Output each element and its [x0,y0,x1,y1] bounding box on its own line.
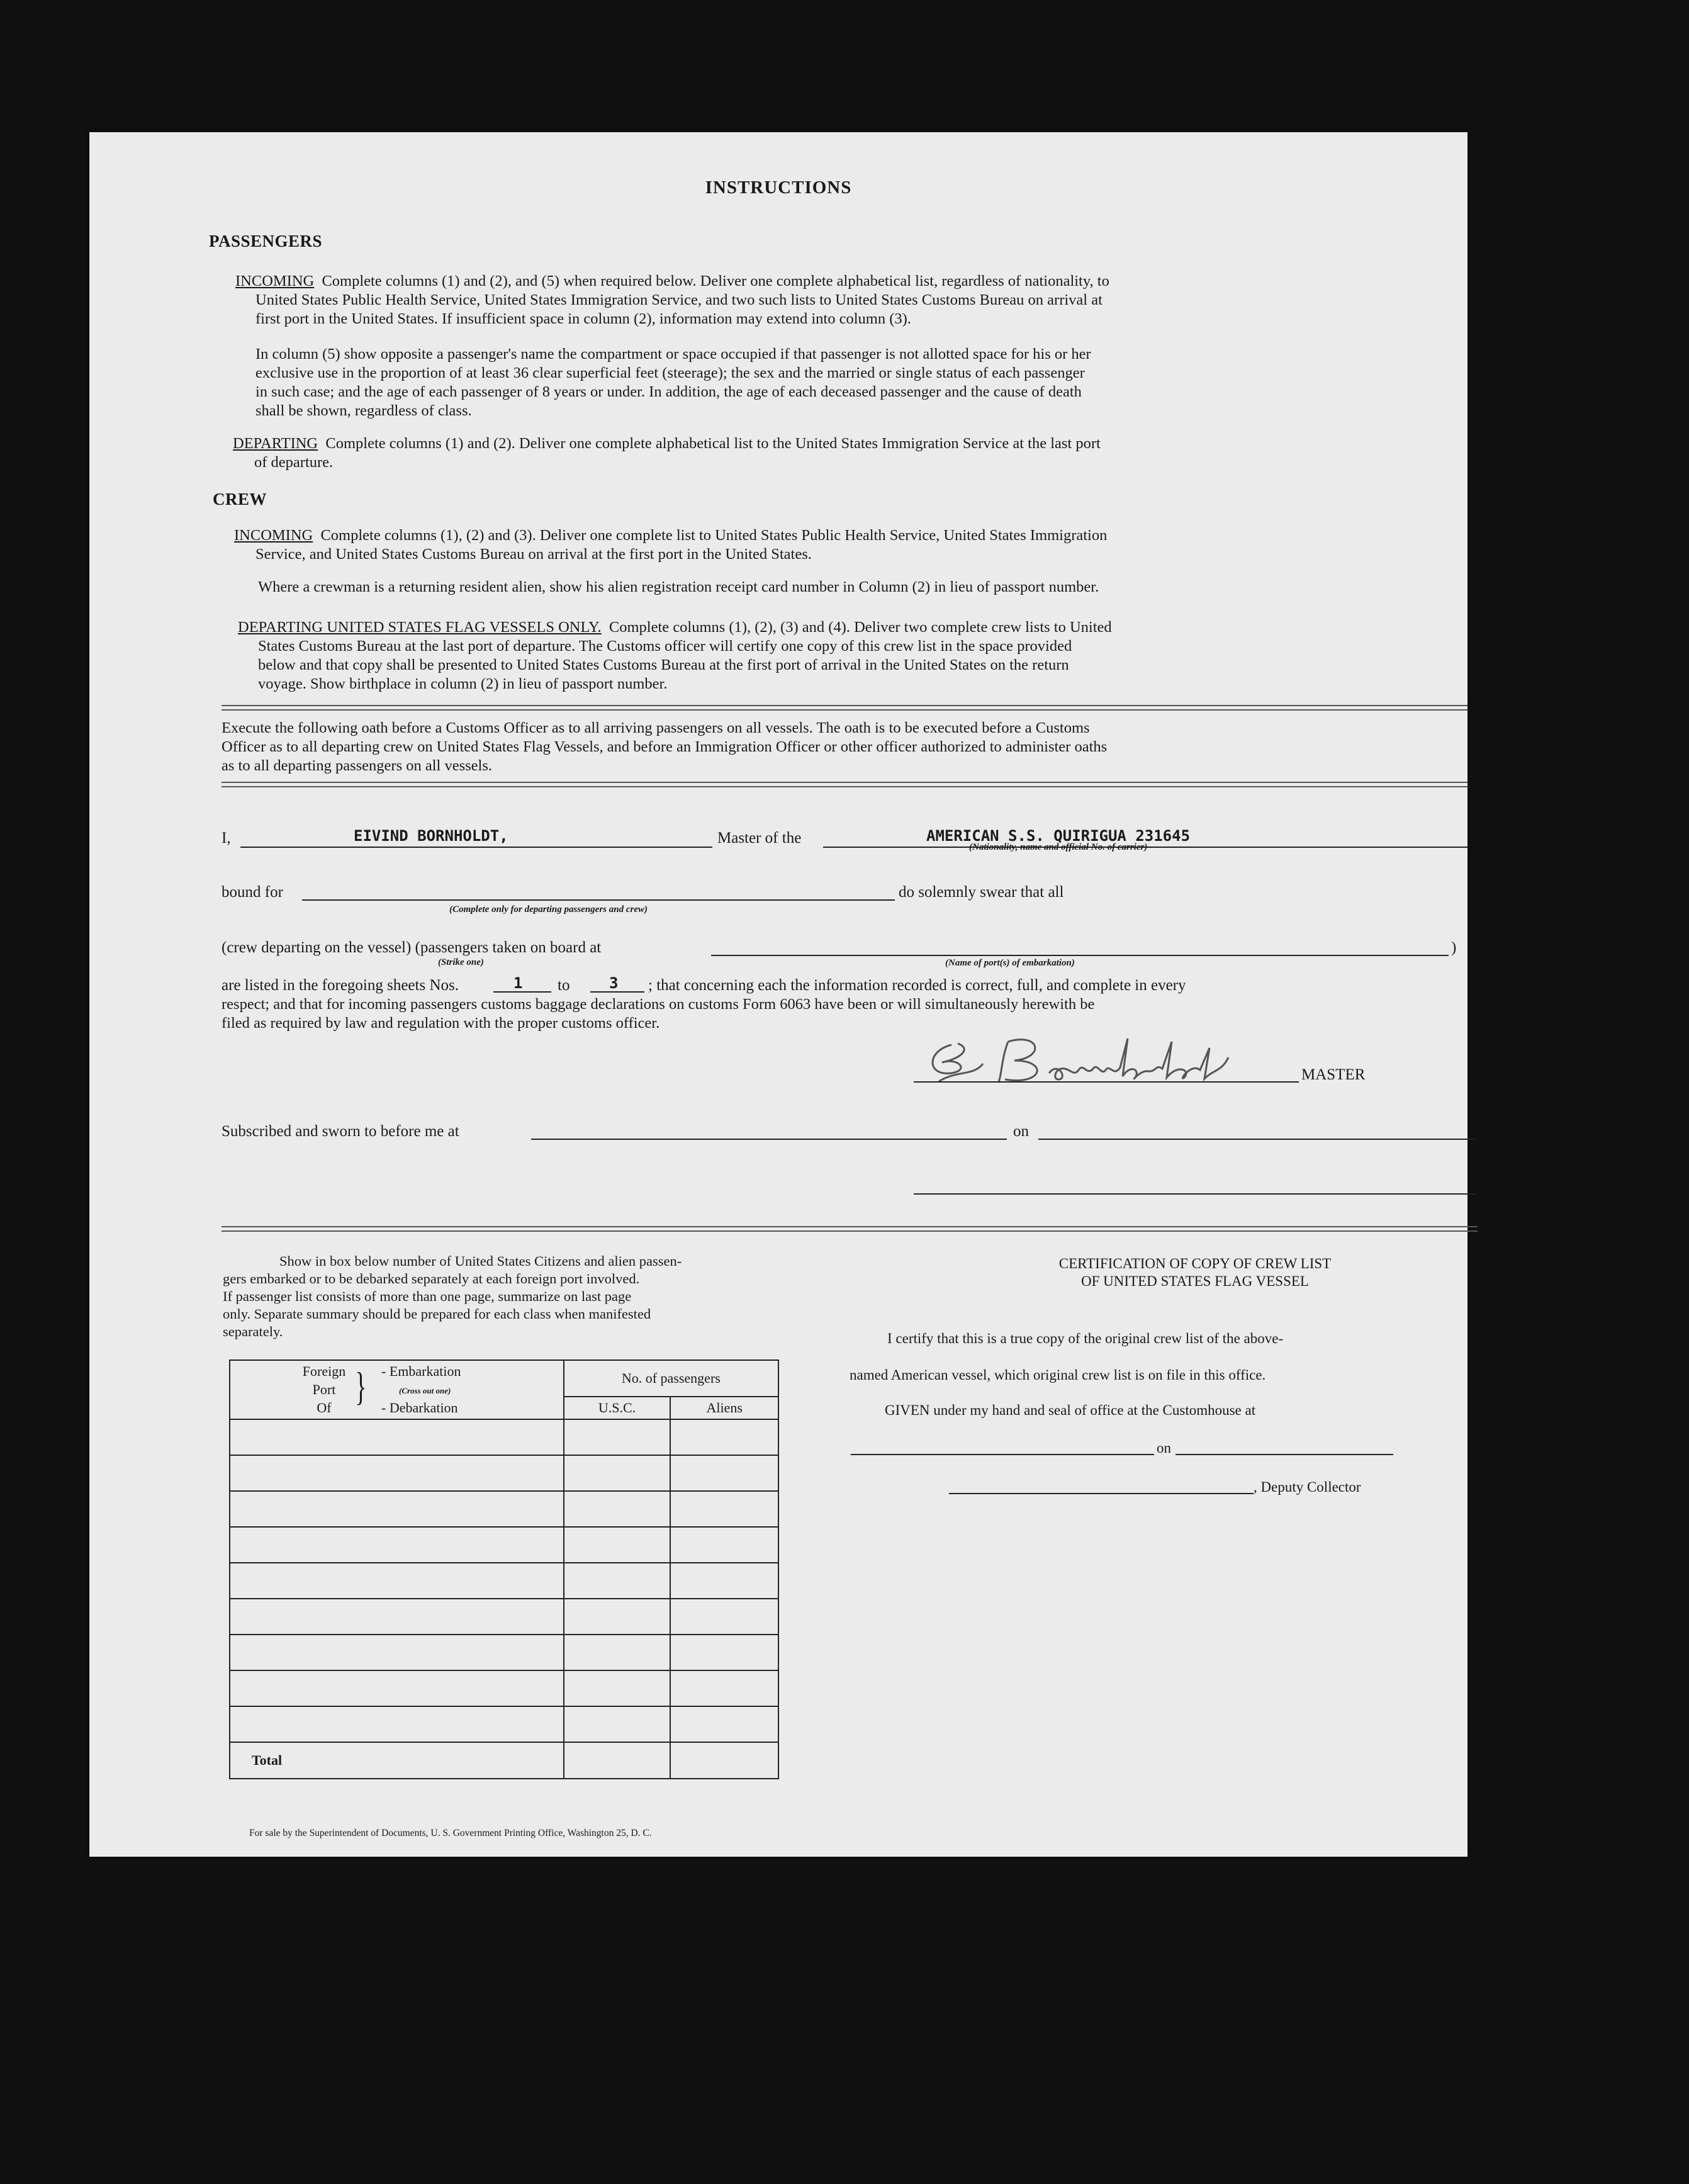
table-row [230,1419,778,1455]
passengers-incoming-line: United States Public Health Service, United States Immigration Service, and two such lists to United States Customs Bureau on arrival at [255,291,1103,308]
crew-resident-line: Where a crewman is a returning resident alien, show his alien registration receipt card number in Column (2) in lieu of passport number. [258,578,1099,595]
table-row [230,1563,778,1599]
master-name-field[interactable] [240,847,712,848]
usc-cell[interactable] [564,1670,671,1706]
embarkation-option[interactable]: - Embarkation [381,1363,461,1379]
total-row [230,1742,778,1779]
crew-incoming-label: INCOMING [234,527,313,544]
crew-departing-paragraph [238,618,1436,694]
master-of-label: Master of the [717,830,802,847]
column5-line: in such case; and the age of each passenger of 8 years or under. In addition, the age of each deceased passenger and the cause of death [255,383,1082,400]
oath-intro-line: as to all departing passengers on all vessels. [222,757,493,774]
table-row [230,1527,778,1563]
usc-cell[interactable] [564,1419,671,1455]
port-cell[interactable] [230,1706,564,1742]
port-header-cell [230,1360,564,1419]
passengers-incoming-paragraph [235,272,1450,329]
summary-line: separately. [223,1324,283,1339]
certification-title-line: CERTIFICATION OF COPY OF CREW LIST [1058,1256,1332,1271]
master-signature-icon [914,1026,1241,1089]
table-row [230,1670,778,1706]
table-row [230,1491,778,1527]
close-paren: ) [1451,939,1457,956]
certify-line: I certify that this is a true copy of the original crew list of the above- [887,1331,1284,1346]
aliens-cell[interactable] [670,1455,778,1491]
customhouse-field[interactable] [851,1454,1154,1455]
passenger-summary-table [229,1359,779,1779]
crew-incoming-line: Service, and United States Customs Bureau on arrival at the first port in the United States. [255,546,812,563]
deputy-collector-signature-field[interactable] [949,1493,1254,1494]
port-cell[interactable] [230,1563,564,1599]
oath-continuation-line: filed as required by law and regulation with the proper customs officer. [222,1015,660,1032]
bound-for-label: bound for [222,884,283,901]
cross-out-caption: (Cross out one) [399,1386,451,1395]
officer-signature-field[interactable] [914,1193,1475,1195]
summary-line: gers embarked or to be debarked separately at each foreign port involved. [223,1271,640,1286]
usc-cell[interactable] [564,1455,671,1491]
passengers-departing-line: Complete columns (1) and (2). Deliver one complete alphabetical list to the United States Immigration Service at the last port [325,435,1101,452]
usc-header: U.S.C. [564,1397,671,1419]
oath-i-label: I, [222,830,231,847]
port-cell[interactable] [230,1455,564,1491]
deputy-collector-label: , Deputy Collector [1254,1479,1361,1495]
port-cell[interactable] [230,1419,564,1455]
sheets-prefix: are listed in the foregoing sheets Nos. [222,977,459,994]
divider [222,705,1467,711]
sworn-on-label: on [1013,1123,1029,1140]
port-cell[interactable] [230,1599,564,1635]
debarkation-option[interactable]: - Debarkation [381,1400,458,1416]
column5-line: shall be shown, regardless of class. [255,402,472,419]
passengers-incoming-label: INCOMING [235,273,315,290]
certification-title [915,1255,1475,1290]
vessel-value: AMERICAN S.S. QUIRIGUA 231645 [926,827,1191,845]
aliens-header: Aliens [670,1397,778,1419]
port-cell[interactable] [230,1635,564,1670]
vessel-caption: (Nationality, name and official No. of carrier) [969,842,1148,852]
oath-intro-line: Officer as to all departing crew on United States Flag Vessels, and before an Immigration Officer or other officer authorized to administer oaths [222,738,1108,755]
port-caption: (Name of port(s) of embarkation) [945,958,1075,968]
usc-cell[interactable] [564,1599,671,1635]
usc-cell[interactable] [564,1491,671,1527]
port-cell[interactable] [230,1491,564,1527]
column5-line: exclusive use in the proportion of at least 36 clear superficial feet (steerage); the sex and the married or single status of each passenger [255,364,1085,381]
certification-title-line: OF UNITED STATES FLAG VESSEL [1081,1273,1309,1289]
certify-line: named American vessel, which original crew list is on file in this office. [850,1367,1266,1383]
table-row [230,1455,778,1491]
master-name-value: EIVIND BORNHOLDT, [354,827,508,845]
cert-date-field[interactable] [1176,1454,1393,1455]
bound-for-caption: (Complete only for departing passengers and crew) [449,904,648,915]
aliens-cell[interactable] [670,1706,778,1742]
sheets-suffix: ; that concerning each the information recorded is correct, full, and complete in every [648,977,1186,994]
crew-departing-label: DEPARTING UNITED STATES FLAG VESSELS ONLY. [238,619,602,636]
aliens-cell[interactable] [670,1419,778,1455]
instructions-title: INSTRUCTIONS [705,177,852,198]
usc-cell[interactable] [564,1563,671,1599]
sheet-to-value: 3 [609,974,619,992]
aliens-cell[interactable] [670,1527,778,1563]
passengers-incoming-line: Complete columns (1) and (2), and (5) when required below. Deliver one complete alphabetical list, regardless of nationality, to [322,273,1109,290]
crew-departing-line: below and that copy shall be presented to United States Customs Bureau at the first port of arrival in the United States on the return [258,656,1069,673]
total-label: Total [230,1742,564,1779]
aliens-cell[interactable] [670,1563,778,1599]
table-row [230,1635,778,1670]
swear-label: do solemnly swear that all [899,884,1064,901]
table-row [230,1706,778,1742]
divider [222,1226,1478,1232]
crew-incoming-line: Complete columns (1), (2) and (3). Deliver one complete list to United States Public Health Service, United States Immigration [320,527,1108,544]
master-signature-line[interactable] [914,1081,1299,1083]
sheet-from-value: 1 [513,974,523,992]
summary-line: Show in box below number of United States Citizens and alien passen- [279,1253,682,1269]
strike-caption: (Strike one) [438,957,484,967]
passengers-departing-line: of departure. [254,454,334,471]
crew-incoming-paragraph [234,526,1436,564]
printing-office-footer: For sale by the Superintendent of Documents, U. S. Government Printing Office, Washington 25, D. C. [249,1828,652,1838]
subscribed-label: Subscribed and sworn to before me at [222,1123,459,1140]
divider [222,782,1467,787]
passengers-departing-label: DEPARTING [233,435,318,452]
usc-cell[interactable] [564,1527,671,1563]
crew-departing-line: Complete columns (1), (2), (3) and (4). Deliver two complete crew lists to United [609,619,1112,636]
crew-departing-line: voyage. Show birthplace in column (2) in lieu of passport number. [258,675,668,692]
port-of-embarkation-field[interactable] [711,955,1449,956]
total-aliens-cell[interactable] [670,1742,778,1779]
column5-line: In column (5) show opposite a passenger's name the compartment or space occupied if that passenger is not allotted space for his or her [255,346,1091,363]
no-passengers-header: No. of passengers [564,1360,778,1397]
sworn-place-field[interactable] [531,1139,1007,1140]
bound-for-field[interactable] [302,899,895,901]
given-line: GIVEN under my hand and seal of office at the Customhouse at [885,1402,1256,1418]
summary-instructions [223,1252,789,1341]
passengers-column5-paragraph [255,345,1449,420]
usc-cell[interactable] [564,1706,671,1742]
passengers-incoming-line: first port in the United States. If insufficient space in column (2), information may extend into column (3). [255,310,911,327]
aliens-cell[interactable] [670,1670,778,1706]
master-label: MASTER [1301,1066,1366,1083]
cert-on-label: on [1157,1440,1171,1456]
header-port: Port [312,1382,336,1397]
oath-continuation-line: respect; and that for incoming passengers customs baggage declarations on customs Form 6063 have been or will simultaneously herewith be [222,996,1095,1013]
passengers-departing-paragraph [233,434,1449,472]
total-usc-cell[interactable] [564,1742,671,1779]
to-label: to [558,977,570,994]
header-foreign: Foreign [302,1363,346,1379]
port-cell[interactable] [230,1670,564,1706]
aliens-cell[interactable] [670,1491,778,1527]
oath-intro-paragraph [222,719,1462,775]
crew-departing-line: States Customs Bureau at the last port of departure. The Customs officer will certify one copy of this crew list in the space provided [258,638,1072,655]
sworn-date-field[interactable] [1038,1139,1475,1140]
passengers-heading: PASSENGERS [209,232,323,250]
aliens-cell[interactable] [670,1599,778,1635]
oath-continuation [222,995,1467,1033]
table-row [230,1599,778,1635]
crew-passengers-label: (crew departing on the vessel) (passengers taken on board at [222,939,602,956]
summary-line: only. Separate summary should be prepared for each class when manifested [223,1306,651,1322]
crew-heading: CREW [213,490,267,509]
form-page [89,132,1467,1857]
brace-icon: } [355,1364,367,1409]
usc-cell[interactable] [564,1635,671,1670]
oath-intro-line: Execute the following oath before a Customs Officer as to all arriving passengers on all vessels. The oath is to be executed before a Customs [222,719,1090,736]
header-of: Of [317,1400,332,1416]
summary-line: If passenger list consists of more than one page, summarize on last page [223,1288,632,1304]
aliens-cell[interactable] [670,1635,778,1670]
port-cell[interactable] [230,1527,564,1563]
